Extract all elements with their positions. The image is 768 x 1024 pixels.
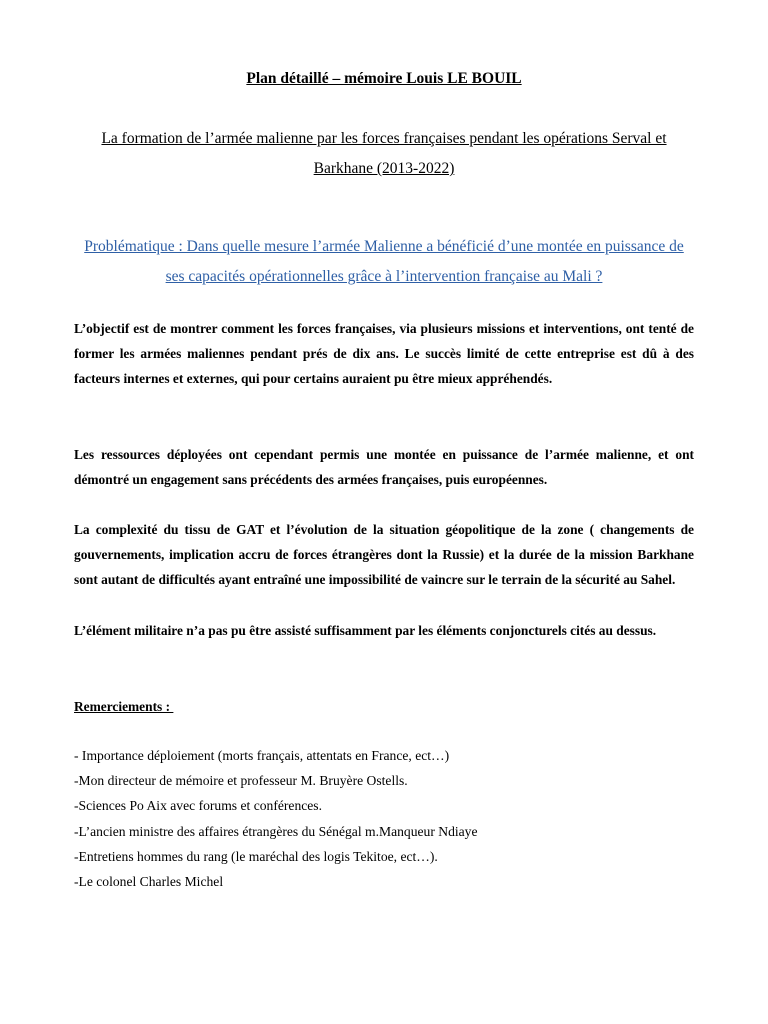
paragraph-objective: L’objectif est de montrer comment les forces françaises, via plusieurs missions et interventions, ont tenté de former les armées maliennes pendant prés de dix ans. Le succès limité de cette entreprise est dû à des facteurs internes et externes, qui pour certains auraient pu être mieux appréhendés. bbox=[74, 321, 694, 387]
paragraph-complexity: La complexité du tissu de GAT et l’évolution de la situation géopolitique de la zone ( changements de gouvernements, implication accru de forces étrangères dont la Russie) et la durée de la mission Barkhane sont autant de difficultés ayant entraîné une impossibilité de vaincre sur le terrain de la sécurité au Sahel. bbox=[74, 522, 694, 588]
list-item: -L’ancien ministre des affaires étrangères du Sénégal m.Manqueur Ndiaye bbox=[74, 823, 478, 839]
document-subtitle: La formation de l’armée malienne par les forces françaises pendant les opérations Serval et Barkhane (2013-2022) bbox=[101, 130, 667, 177]
list-item: -Mon directeur de mémoire et professeur M. Bruyère Ostells. bbox=[74, 773, 408, 789]
document-title: Plan détaillé – mémoire Louis LE BOUIL bbox=[246, 70, 522, 87]
paragraph-military-element: L’élément militaire n’a pas pu être assisté suffisamment par les éléments conjoncturels cités au dessus. bbox=[74, 623, 657, 638]
list-item: -Sciences Po Aix avec forums et conférences. bbox=[74, 798, 322, 814]
list-item: -Entretiens hommes du rang (le maréchal des logis Tekitoe, ect…). bbox=[74, 848, 438, 864]
problem-statement: Problématique : Dans quelle mesure l’armée Malienne a bénéficié d’une montée en puissance de ses capacités opérationnelles grâce à l’intervention française au Mali ? bbox=[84, 238, 684, 285]
list-item: - Importance déploiement (morts français, attentats en France, ect…) bbox=[74, 748, 450, 763]
list-item: -Le colonel Charles Michel bbox=[74, 874, 224, 890]
acknowledgements-list bbox=[74, 743, 694, 894]
acknowledgements-heading: Remerciements : bbox=[74, 699, 174, 714]
paragraph-resources: Les ressources déployées ont cependant permis une montée en puissance de l’armée malienne, et ont démontré un engagement sans précédents des armées françaises, puis européennes. bbox=[74, 447, 694, 488]
